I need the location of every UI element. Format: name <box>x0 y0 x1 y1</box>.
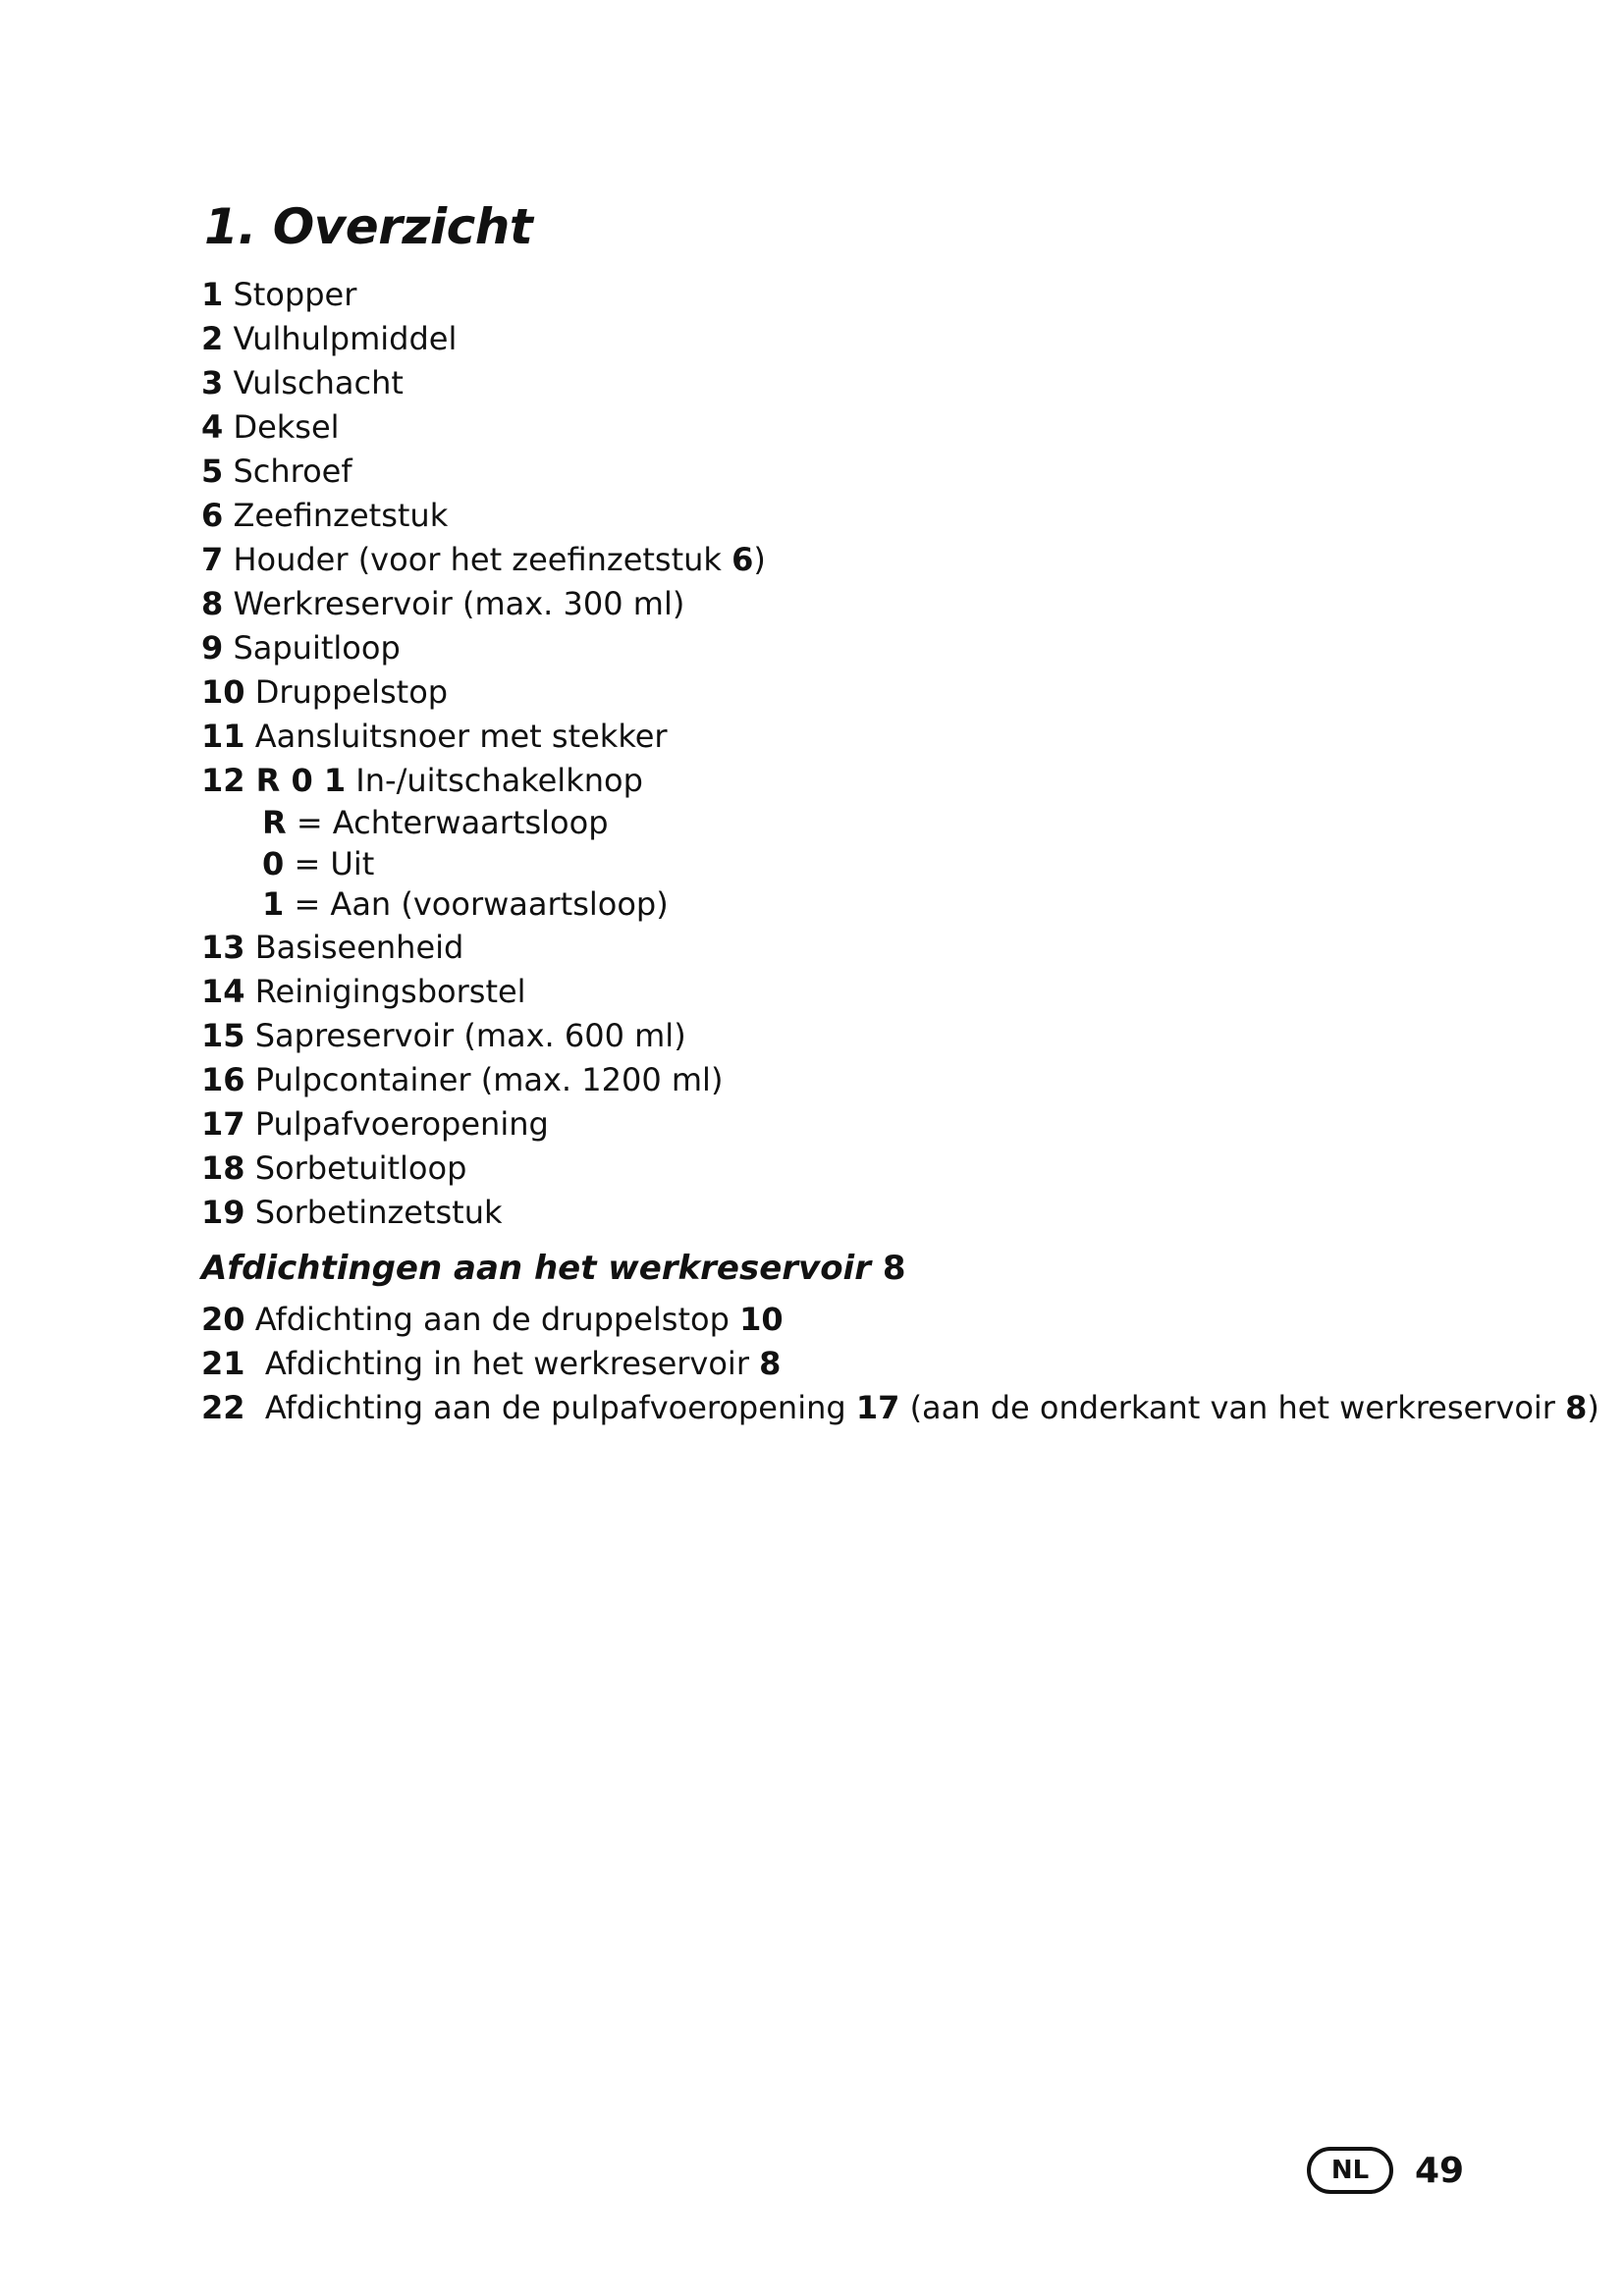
item-reference: 17 <box>855 1389 900 1426</box>
item-label: Aansluitsnoer met stekker <box>254 718 668 755</box>
item-number: 1 <box>201 276 224 313</box>
item-label: Afdichting aan de druppelstop <box>254 1301 740 1338</box>
item-number: 9 <box>201 629 224 667</box>
item-number: 18 <box>201 1148 245 1187</box>
item-reference: 10 <box>739 1301 784 1338</box>
item-label: Zeefinzetstuk <box>233 497 449 534</box>
item-label: Stopper <box>233 276 357 313</box>
item-number: 20 <box>201 1301 245 1338</box>
section-title <box>201 1249 906 1288</box>
list-item <box>201 317 766 361</box>
switch-key: 1 <box>262 885 285 923</box>
item-number: 22 <box>201 1389 245 1426</box>
list-item <box>201 1298 1599 1342</box>
list-item <box>201 626 766 670</box>
language-badge: NL <box>1307 2147 1393 2194</box>
list-item <box>201 759 766 803</box>
switch-label: = Achterwaartsloop <box>296 804 609 841</box>
item-number: 5 <box>201 453 224 490</box>
switch-key: R <box>262 804 287 841</box>
item-reference-2: 8 <box>1565 1389 1588 1426</box>
list-item <box>201 361 766 405</box>
parts-list <box>201 273 766 1235</box>
item-number: 3 <box>201 364 224 401</box>
item-label: Houder (voor het zeefinzetstuk <box>233 541 732 578</box>
list-item <box>201 970 766 1014</box>
switch-position-item <box>201 844 766 885</box>
item-middle: (aan de onderkant van het werkreservoir <box>899 1389 1566 1426</box>
item-number: 19 <box>201 1193 245 1231</box>
switch-key: 0 <box>262 844 285 882</box>
item-number: 13 <box>201 928 245 966</box>
item-label: In-/uitschakelknop <box>355 762 643 799</box>
item-label: Sapuitloop <box>233 629 401 667</box>
list-item <box>201 926 766 970</box>
list-item <box>201 273 766 317</box>
item-number: 12 R 0 1 <box>201 762 347 799</box>
item-number: 15 <box>201 1016 245 1054</box>
section-title-text: Afdichtingen aan het werkreservoir <box>201 1249 871 1288</box>
list-item <box>201 1058 766 1102</box>
item-label: Pulpafvoeropening <box>254 1104 549 1143</box>
item-suffix: ) <box>1587 1389 1599 1426</box>
item-number: 8 <box>201 585 224 622</box>
item-number: 21 <box>201 1345 245 1382</box>
page-title: 1. Overzicht <box>204 198 533 255</box>
list-item <box>201 1191 766 1235</box>
item-label: Afdichting aan de pulpafvoeropening <box>264 1389 856 1426</box>
item-label: Sorbetinzetstuk <box>254 1193 503 1231</box>
list-item <box>201 715 766 759</box>
list-item <box>201 1014 766 1058</box>
switch-position-item <box>201 803 766 844</box>
item-label: Reinigingsborstel <box>254 972 526 1010</box>
item-label: Schroef <box>233 453 352 490</box>
item-label: Druppelstop <box>254 673 449 711</box>
item-number: 7 <box>201 541 224 578</box>
item-label: Werkreservoir (max. 300 ml) <box>233 585 685 622</box>
item-number: 11 <box>201 718 245 755</box>
list-item <box>201 670 766 715</box>
switch-label: = Uit <box>294 844 375 882</box>
page-footer <box>1307 2143 1464 2198</box>
seals-list <box>201 1298 1599 1430</box>
item-number: 16 <box>201 1060 245 1098</box>
list-item <box>201 538 766 582</box>
item-number: 2 <box>201 320 224 357</box>
list-item <box>201 1386 1599 1430</box>
item-number: 4 <box>201 408 224 446</box>
item-label: Deksel <box>233 408 340 446</box>
item-suffix: ) <box>753 541 766 578</box>
section-title-reference: 8 <box>882 1249 906 1288</box>
list-item <box>201 1342 1599 1386</box>
list-item <box>201 582 766 626</box>
item-label: Basiseenheid <box>254 928 464 966</box>
item-number: 6 <box>201 497 224 534</box>
switch-label: = Aan (voorwaartsloop) <box>294 885 669 923</box>
item-label: Sorbetuitloop <box>254 1148 467 1187</box>
item-number: 17 <box>201 1104 245 1143</box>
list-item <box>201 1147 766 1191</box>
item-reference: 6 <box>731 541 754 578</box>
switch-position-item <box>201 884 766 926</box>
item-reference: 8 <box>759 1345 782 1382</box>
item-number: 14 <box>201 972 245 1010</box>
list-item <box>201 405 766 450</box>
item-number: 10 <box>201 673 245 711</box>
list-item <box>201 494 766 538</box>
list-item <box>201 450 766 494</box>
item-label: Pulpcontainer (max. 1200 ml) <box>254 1060 724 1098</box>
item-label: Vulhulpmiddel <box>233 320 458 357</box>
item-label: Sapreservoir (max. 600 ml) <box>254 1016 686 1054</box>
list-item <box>201 1102 766 1147</box>
page-number: 49 <box>1415 2150 1465 2191</box>
item-label: Afdichting in het werkreservoir <box>264 1345 760 1382</box>
item-label: Vulschacht <box>233 364 404 401</box>
